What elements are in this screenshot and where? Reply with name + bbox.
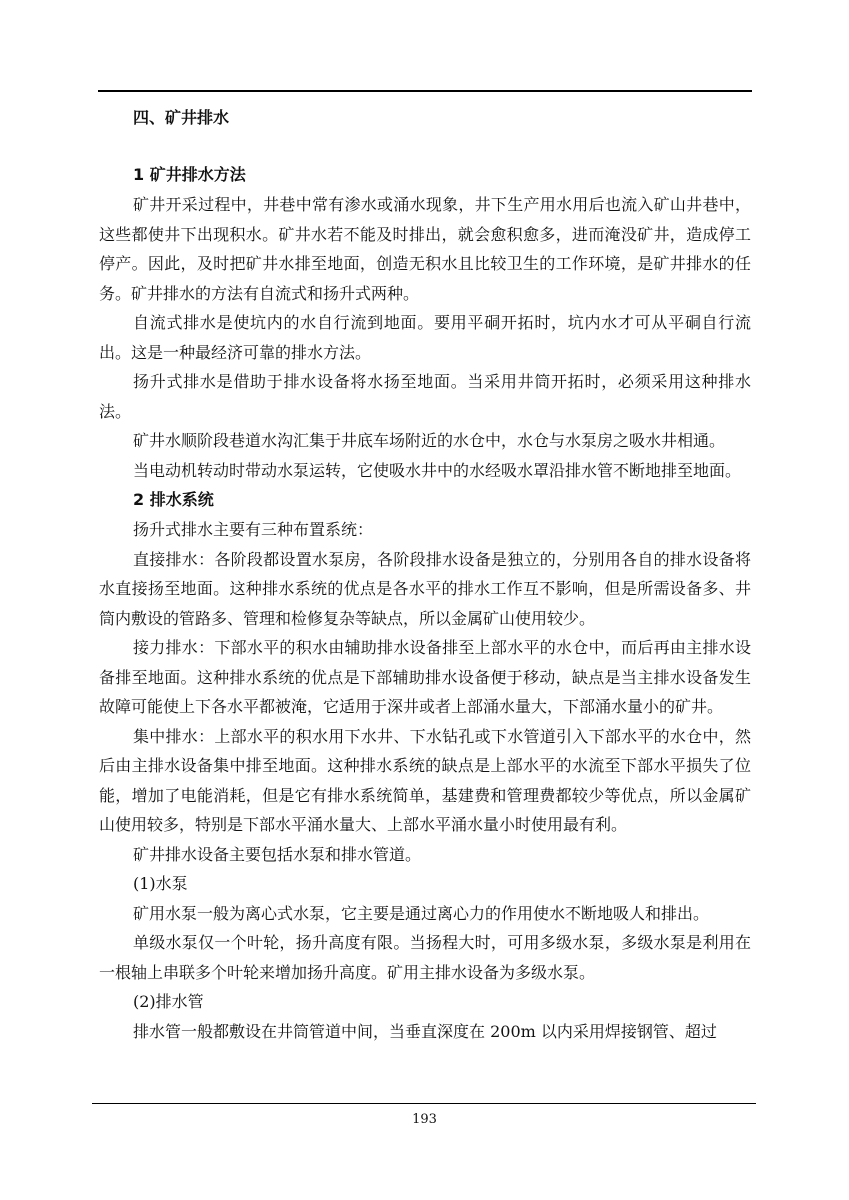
subsection-heading-1: 1 矿井排水方法 (133, 165, 246, 184)
paragraph: 自流式排水是使坑内的水自行流到地面。要用平硐开拓时，坑内水才可从平硐自行流出。这是一种最经济可靠的排水方法。 (99, 313, 751, 362)
paragraph: 当电动机转动时带动水泵运转，它使吸水井中的水经吸水罩沿排水管不断地排至地面。 (133, 460, 742, 480)
paragraph: 集中排水：上部水平的积水用下水井、下水钻孔或下水管道引入下部水平的水仓中，然后由主排水设备集中排至地面。这种排水系统的缺点是上部水平的水流至下部水平损失了位能，增加了电能消耗，但是它有排水系统简单，基建费和管理费都较少等优点，所以金属矿山使用较多，特别是下部水平涌水量大、上部水平涌水量小时使用最有利。 (99, 726, 751, 834)
section-title: 四、矿井排水 (133, 108, 230, 127)
paragraph: 直接排水：各阶段都设置水泵房，各阶段排水设备是独立的，分别用各自的排水设备将水直接扬至地面。这种排水系统的优点是各水平的排水工作互不影响，但是所需设备多、井筒内敷设的管路多、管理和检修复杂等缺点，所以金属矿山使用较少。 (99, 549, 751, 628)
list-label: (2)排水管 (133, 992, 204, 1011)
paragraph: 矿井开采过程中，井巷中常有渗水或涌水现象，井下生产用水用后也流入矿山井巷中，这些都使井下出现积水。矿井水若不能及时排出，就会愈积愈多，进而淹没矿井，造成停工停产。因此，及时把矿井水排至地面，创造无积水且比较卫生的工作环境，是矿井排水的任务。矿井排水的方法有自流式和扬升式两种。 (99, 195, 751, 303)
subsection-heading-2: 2 排水系统 (133, 490, 214, 509)
paragraph: 矿井排水设备主要包括水泵和排水管道。 (133, 844, 422, 864)
paragraph: 矿用水泵一般为离心式水泵，它主要是通过离心力的作用使水不断地吸人和排出。 (133, 903, 710, 923)
paragraph: 接力排水：下部水平的积水由辅助排水设备排至上部水平的水仓中，而后再由主排水设备排至地面。这种排水系统的优点是下部辅助排水设备便于移动，缺点是当主排水设备发生故障可能使上下各水平都被淹，它适用于深井或者上部涌水量大，下部涌水量小的矿井。 (99, 638, 751, 716)
header-rule (98, 90, 752, 92)
page-body (99, 102, 751, 1046)
footer-rule (92, 1103, 756, 1104)
list-label: (1)水泵 (133, 874, 188, 893)
page-number: 193 (412, 1112, 437, 1127)
paragraph: 排水管一般都敷设在井筒管道中间，当垂直深度在 200m 以内采用焊接钢管、超过 (133, 1021, 717, 1041)
paragraph: 扬升式排水主要有三种布置系统： (133, 520, 374, 539)
paragraph: 单级水泵仅一个叶轮，扬升高度有限。当扬程大时，可用多级水泵，多级水泵是利用在一根轴上串联多个叶轮来增加扬升高度。矿用主排水设备为多级水泵。 (99, 933, 751, 982)
paragraph: 矿井水顺阶段巷道水沟汇集于井底车场附近的水仓中，水仓与水泵房之吸水井相通。 (133, 431, 726, 450)
paragraph: 扬升式排水是借助于排水设备将水扬至地面。当采用井筒开拓时，必须采用这种排水法。 (99, 372, 751, 421)
